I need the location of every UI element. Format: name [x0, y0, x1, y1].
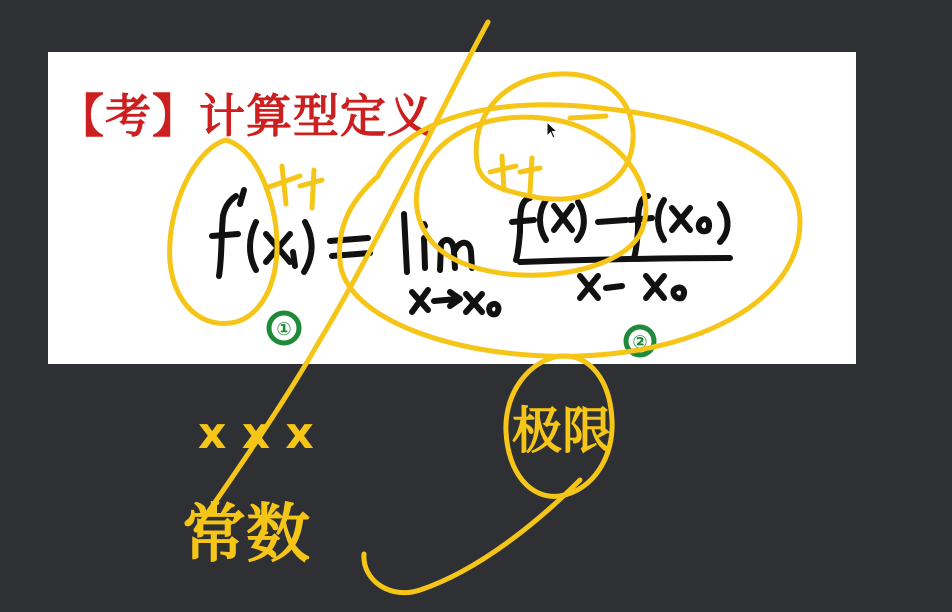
formula-denominator	[580, 276, 684, 298]
label-1-marker	[269, 313, 299, 343]
formula-fraction-bar	[520, 258, 730, 262]
formula-f-prime-x0	[212, 190, 312, 276]
ink-marks-left: x x x	[198, 408, 314, 459]
ink-note-limit: 极限	[512, 402, 612, 460]
ink-scribble-left	[266, 166, 322, 208]
svg-text:①: ①	[276, 319, 292, 340]
formula-derivative-definition	[212, 190, 730, 314]
slide-title: 【考】计算型定义	[58, 89, 434, 143]
ink-note-constant: 常数	[182, 498, 310, 572]
formula-lim	[404, 214, 498, 314]
formula-equals	[330, 238, 370, 256]
arrow-pointer-icon	[546, 121, 558, 139]
ink-scribble-top	[570, 116, 606, 118]
formula-numerator	[512, 196, 728, 260]
svg-text:②: ②	[632, 332, 648, 353]
